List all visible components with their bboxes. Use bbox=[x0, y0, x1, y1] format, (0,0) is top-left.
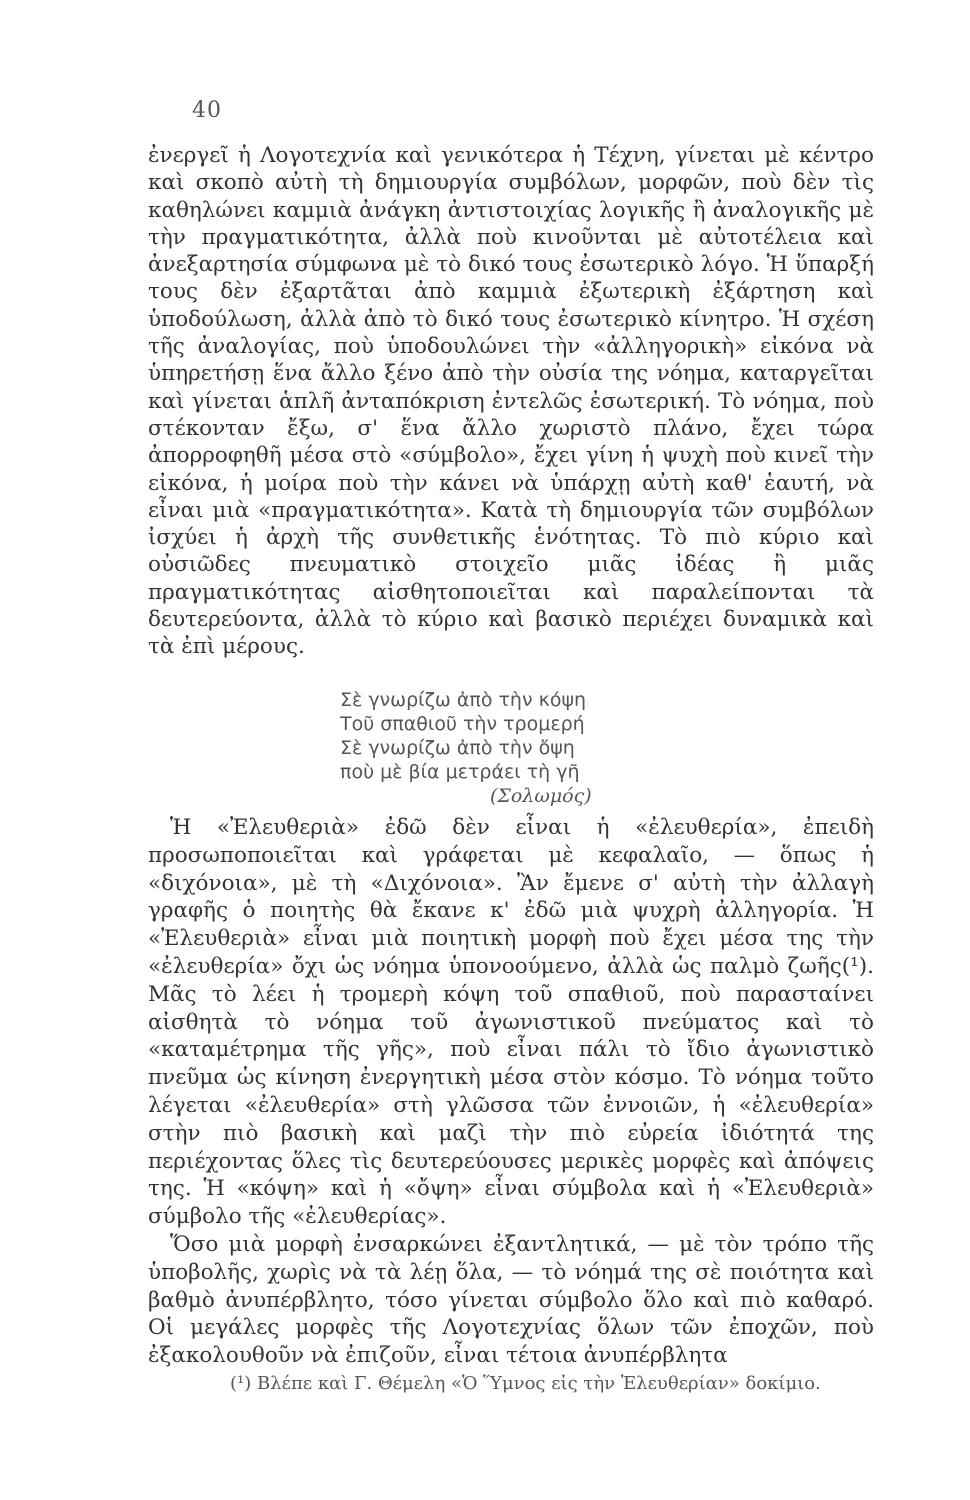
body-text-lower bbox=[148, 814, 874, 1370]
page-number: 40 bbox=[192, 98, 222, 123]
verse-line-3: Σὲ γνωρίζω ἀπὸ τὴν ὄψη bbox=[340, 737, 575, 759]
paragraph-1: ἐνεργεῖ ἡ Λογοτεχνία καὶ γενικότερα ἡ Τέχνη, γίνεται μὲ κέντρο καὶ σκοπὸ αὐτὴ τὴ δημιουργία συμβόλων, μορφῶν, ποὺ δὲν τὶς καθηλώνει καμμιὰ ἀνάγκη ἀντιστοιχίας λογικῆς ἢ ἀναλογικῆς μὲ τὴν πραγματικότητα, ἀλλὰ ποὺ κινοῦνται μὲ αὐτοτέλεια καὶ ἀνεξαρτησία σύμφωνα μὲ τὸ δικό τους ἐσωτερικὸ λόγο. Ἡ ὕπαρξή τους δὲν ἐξαρτᾶται ἀπὸ καμμιὰ ἐξωτερικὴ ἐξάρτηση καὶ ὑποδούλωση, ἀλλὰ ἀπὸ τὸ δικό τους ἐσωτερικὸ κίνητρο. Ἡ σχέση τῆς ἀναλογίας, ποὺ ὑποδουλώνει τὴν «ἀλληγορικὴ» εἰκόνα νὰ ὑπηρετήσῃ ἕνα ἄλλο ξένο ἀπὸ τὴν οὐσία της νόημα, καταργεῖται καὶ γίνεται ἁπλῆ ἀνταπόκριση ἐντελῶς ἐσωτερική. Τὸ νόημα, ποὺ στέκονταν ἔξω, σ' ἕνα ἄλλο χωριστὸ πλάνο, ἔχει τώρα ἀπορροφηθῆ μέσα στὸ «σύμβολο», ἔχει γίνη ἡ ψυχὴ ποὺ κινεῖ τὴν εἰκόνα, ἡ μοίρα ποὺ τὴν κάνει νὰ ὑπάρχῃ αὐτὴ καθ' ἑαυτή, νὰ εἶναι μιὰ «πραγματικότητα». Κατὰ τὴ δημιουργία τῶν συμβόλων ἰσχύει ἡ ἀρχὴ τῆς συνθετικῆς ἑνότητας. Τὸ πιὸ κύριο καὶ οὐσιῶδες πνευματικὸ στοιχεῖο μιᾶς ἰδέας ἢ μιᾶς πραγματικότητας αἰσθητοποιεῖται καὶ παραλείπονται τὰ δευτερεύοντα, ἀλλὰ τὸ κύριο καὶ βασικὸ περιέχει δυναμικὰ καὶ τὰ ἐπὶ μέρους. bbox=[148, 143, 874, 660]
paragraph-2: Ἡ «Ἐλευθεριὰ» ἐδῶ δὲν εἶναι ἡ «ἐλευθερία», ἐπειδὴ προσωποποιεῖται καὶ γράφεται μὲ κεφαλαῖο, — ὅπως ἡ «διχόνοια», μὲ τὴ «Διχόνοια». Ἂν ἔμενε σ' αὐτὴ τὴν ἀλλαγὴ γραφῆς ὁ ποιητὴς θὰ ἔκανε κ' ἐδῶ μιὰ ψυχρὴ ἀλληγορία. Ἡ «Ἐλευθεριὰ» εἶναι μιὰ ποιητικὴ μορφὴ ποὺ ἔχει μέσα της τὴν «ἐλευθερία» ὄχι ὡς νόημα ὑπονοούμενο, ἀλλὰ ὡς παλμὸ ζωῆς(¹). Μᾶς τὸ λέει ἡ τρομερὴ κόψη τοῦ σπαθιοῦ, ποὺ παρασταίνει αἰσθητὰ τὸ νόημα τοῦ ἀγωνιστικοῦ πνεύματος καὶ τὸ «καταμέτρημα τῆς γῆς», ποὺ εἶναι πάλι τὸ ἴδιο ἀγωνιστικὸ πνεῦμα ὡς κίνηση ἐνεργητικὴ μέσα στὸν κόσμο. Τὸ νόημα τοῦτο λέγεται «ἐλευθερία» στὴ γλῶσσα τῶν ἐννοιῶν, ἡ «ἐλευθερία» στὴν πιὸ βασικὴ καὶ μαζὶ τὴν πιὸ εὐρεία ἰδιότητά της περιέχοντας ὅλες τὶς δευτερεύουσες μερικὲς μορφὲς καὶ ἀπόψεις της. Ἡ «κόψη» καὶ ἡ «ὄψη» εἶναι σύμβολα καὶ ἡ «Ἐλευθεριὰ» σύμβολο τῆς «ἐλευθερίας». bbox=[148, 815, 874, 1230]
verse-quotation bbox=[340, 688, 592, 808]
paragraph-3: Ὅσο μιὰ μορφὴ ἐνσαρκώνει ἐξαντλητικά, — μὲ τὸν τρόπο τῆς ὑποβολῆς, χωρὶς νὰ τὰ λέῃ ὅλα, — τὸ νόημά της σὲ ποιότητα καὶ βαθμὸ ἀνυπέρβλητο, τόσο γίνεται σύμβολο ὅλο καὶ πιὸ καθαρό. Οἱ μεγάλες μορφὲς τῆς Λογοτεχνίας ὅλων τῶν ἐποχῶν, ποὺ ἐξακολουθοῦν νὰ ἐπιζοῦν, εἶναι τέτοια ἀνυπέρβλητα bbox=[148, 1231, 874, 1369]
verse-line-4: ποὺ μὲ βία μετράει τὴ γῆ bbox=[340, 761, 580, 783]
verse-attribution: (Σολωμός) bbox=[490, 785, 592, 807]
body-text-upper bbox=[148, 142, 874, 661]
verse-line-1: Σὲ γνωρίζω ἀπὸ τὴν κόψη bbox=[340, 689, 587, 711]
footnote: (¹) Βλέπε καὶ Γ. Θέμελη «Ὁ Ὕμνος εἰς τὴν Ἐλευθερίαν» δοκίμιο. bbox=[230, 1373, 821, 1394]
verse-line-2: Τοῦ σπαθιοῦ τὴν τρομερή bbox=[340, 713, 585, 735]
